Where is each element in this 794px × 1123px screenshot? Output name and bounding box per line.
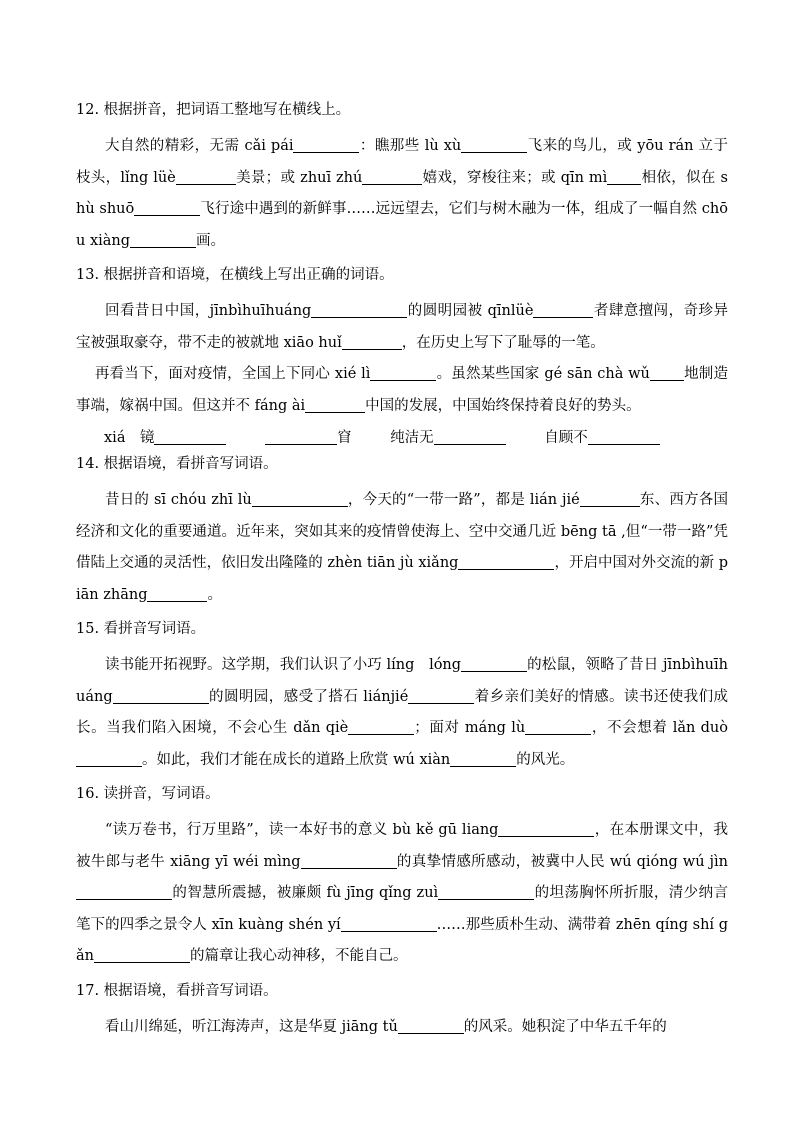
question-13-paragraph-2	[76, 359, 728, 422]
text-segment: 地制造事端，嫁祸中国。但这并不 fáng ài	[76, 366, 729, 414]
question-15-paragraph	[76, 650, 728, 776]
answer-blank[interactable]	[362, 168, 422, 184]
answer-blank[interactable]	[113, 687, 209, 703]
option-label: 窅	[337, 430, 352, 446]
answer-blank[interactable]	[147, 585, 207, 601]
text-segment: ；面对 máng lù	[414, 720, 526, 736]
text-segment: 嬉戏，穿梭往来；或 qīn mì	[422, 169, 608, 186]
answer-blank[interactable]	[134, 200, 200, 216]
question-17-title: 17. 根据语境，看拼音写词语。	[76, 982, 278, 999]
answer-blank[interactable]	[76, 884, 172, 900]
text-segment: 的坦荡胸怀所折服，清少纳言笔下的四季之景令人 xīn kuàng shén yí	[76, 885, 728, 933]
answer-blank[interactable]	[176, 168, 236, 184]
text-segment: 。	[207, 586, 222, 603]
text-segment: ：瞧那些 lù xù	[359, 138, 462, 154]
answer-blank[interactable]	[458, 554, 554, 570]
answer-blank[interactable]	[311, 302, 407, 318]
text-segment: 的真挚情感所感动，被冀中人民 wú qióng wú jìn	[396, 853, 728, 870]
text-segment: ……那些质朴生动、满带着 zhēn qíng shí gǎn	[76, 916, 728, 964]
text-segment: ，不会想着 lǎn duò	[591, 720, 728, 736]
text-segment: 着乡亲们美好的情感。读书还使我们成长。当我们陷入困境，不会心生 dǎn qiè	[76, 688, 728, 736]
answer-blank[interactable]	[76, 750, 142, 766]
answer-blank[interactable]	[301, 852, 397, 868]
question-13-title: 13. 根据拼音和语境，在横线上写出正确的词语。	[76, 267, 394, 283]
text-segment: 画。	[196, 232, 226, 249]
answer-blank[interactable]	[588, 429, 660, 445]
option-label: xiá 镜	[104, 430, 155, 446]
answer-blank[interactable]	[341, 915, 437, 931]
text-segment: 的圆明园被 qīnlüè	[407, 303, 534, 319]
text-segment: 东、西方各国经济和文化的重要通道。近年来，突如其来的疫情曾使海上、空中交通几近 bēng tā ,但“一带一路”凭借陆上交通的灵活性，依旧发出隆隆的 zhèn tiān jù xiǎng	[76, 492, 728, 571]
answer-blank[interactable]	[348, 719, 414, 735]
option-3	[390, 422, 506, 454]
text-segment: 的风采。她积淀了中华五千年的	[463, 1018, 667, 1035]
question-13-paragraph-1	[76, 296, 728, 359]
answer-blank[interactable]	[650, 365, 684, 381]
answer-blank[interactable]	[408, 687, 474, 703]
text-segment: 。虽然某些国家 gé sān chà wǔ	[436, 366, 650, 382]
answer-blank[interactable]	[265, 429, 337, 445]
answer-blank[interactable]	[370, 365, 436, 381]
answer-blank[interactable]	[461, 137, 527, 153]
text-segment: 相依，似在 shù shuō	[76, 169, 728, 217]
answer-blank[interactable]	[607, 168, 641, 184]
text-segment: ，今天的“一带一路”，都是 lián jié	[347, 492, 580, 508]
answer-blank[interactable]	[450, 750, 516, 766]
text-segment: ，开启中国对外交流的新 piān zhāng	[76, 555, 728, 603]
option-label: 自顾不	[544, 430, 588, 446]
answer-blank[interactable]	[525, 719, 591, 735]
text-segment: “读万卷书，行万里路”，读一本好书的意义 bù kě gū liang	[105, 822, 499, 838]
option-2	[265, 422, 352, 454]
text-segment: 者肆意擅闯，奇珍异宝被强取豪夺，带不走的被就地 xiāo huǐ	[76, 303, 728, 351]
question-16-paragraph	[76, 815, 728, 973]
text-segment: 看山川绵延，听江海涛声，这是华夏 jiāng tǔ	[105, 1018, 398, 1035]
question-16-title: 16. 读拼音，写词语。	[76, 786, 220, 802]
question-12-paragraph	[76, 131, 728, 257]
answer-blank[interactable]	[580, 491, 640, 507]
question-13-options	[76, 422, 728, 454]
answer-blank[interactable]	[342, 333, 402, 349]
question-12-title: 12. 根据拼音，把词语工整地写在横线上。	[76, 102, 351, 118]
text-segment: 再看当下，面对疫情，全国上下同心 xié lì	[94, 366, 371, 382]
answer-blank[interactable]	[94, 947, 190, 963]
answer-blank[interactable]	[434, 429, 506, 445]
text-segment: 读书能开拓视野。这学期，我们认识了小巧 líng lóng	[105, 657, 462, 673]
answer-blank[interactable]	[533, 302, 593, 318]
text-segment: ，在历史上写下了耻辱的一笔。	[401, 334, 605, 351]
text-segment: 中国的发展，中国始终保持着良好的势头。	[365, 397, 641, 414]
text-segment: 飞行途中遇到的新鲜事……远远望去，它们与树木融为一体，组成了一幅自然 chōu xiàng	[76, 201, 728, 249]
option-4	[544, 422, 660, 454]
answer-blank[interactable]	[305, 396, 365, 412]
text-segment: 飞来的鸟儿，或 yōu rán 立于枝头，lǐng lüè	[76, 138, 728, 186]
text-segment: 大自然的精彩，无需 cǎi pái	[105, 138, 294, 154]
text-segment: 的风光。	[516, 751, 575, 768]
answer-blank[interactable]	[293, 137, 359, 153]
option-1	[104, 422, 226, 454]
question-15-title: 15. 看拼音写词语。	[76, 621, 206, 637]
answer-blank[interactable]	[498, 821, 594, 837]
answer-blank[interactable]	[461, 656, 527, 672]
answer-blank[interactable]	[252, 491, 348, 507]
text-segment: 的圆明园，感受了搭石 liánjié	[208, 688, 409, 705]
text-segment: 的智慧所震撼，被廉颇 fù jīng qǐng zuì	[172, 885, 439, 901]
text-segment: 回看昔日中国，jīnbìhuīhuáng	[105, 303, 312, 319]
text-segment: 美景；或 zhuī zhú	[235, 169, 363, 186]
question-17-paragraph	[76, 1012, 728, 1044]
text-segment: 。如此，我们才能在成长的道路上欣赏 wú xiàn	[142, 751, 451, 768]
text-segment: 昔日的 sī chóu zhī lù	[105, 492, 252, 508]
answer-blank[interactable]	[398, 1017, 464, 1033]
text-segment: 的松鼠，领略了昔日 jīnbìhuīhuáng	[76, 657, 728, 705]
question-14-paragraph	[76, 485, 728, 611]
answer-blank[interactable]	[130, 231, 196, 247]
option-label: 纯洁无	[390, 430, 434, 446]
answer-blank[interactable]	[438, 884, 534, 900]
text-segment: ，在本册课文中，我被牛郎与老牛 xiāng yī wéi mìng	[76, 822, 728, 870]
text-segment: 的篇章让我心动神移，不能自己。	[189, 948, 408, 964]
question-14-title: 14. 根据语境，看拼音写词语。	[76, 456, 278, 472]
answer-blank[interactable]	[154, 429, 226, 445]
